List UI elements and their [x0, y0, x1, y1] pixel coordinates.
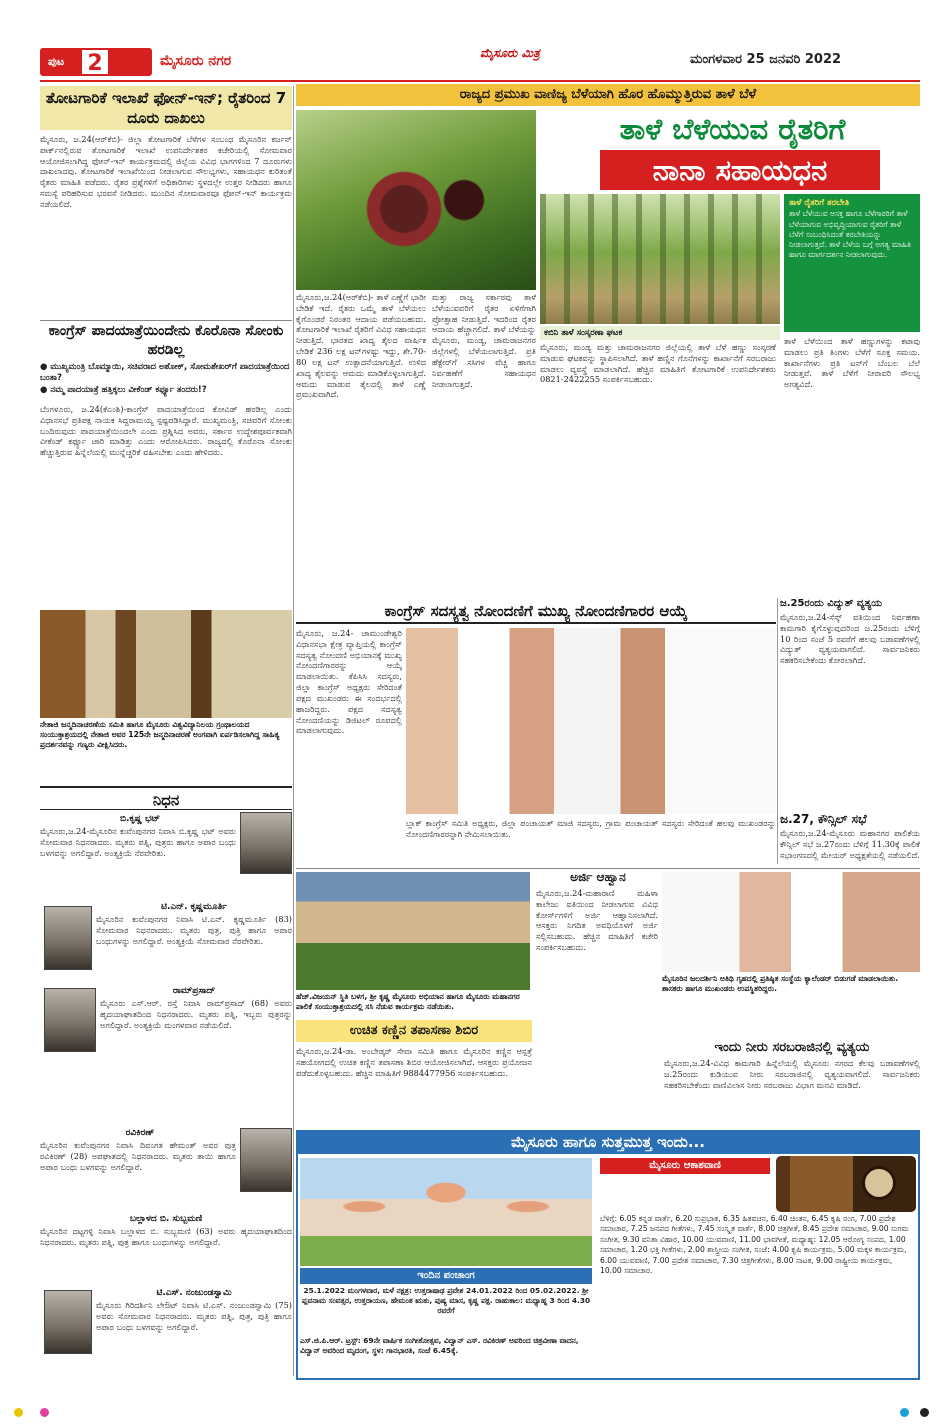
feature-body-col1: ಮೈಸೂರು,ಜ.24(ಆರ್‌ಕೆಬಿ)- ತಾಳೆ ಎಣ್ಣೆಗೆ ಭಾರೀ ಬೇಡಿಕೆ ಇದೆ. ರೈತರು ಒಮ್ಮೆ ತಾಳೆ ಬೆಳೆಯಲು ಕೈಗೊಂಡರೆ ನಿರಂತರ ಆದಾಯ ಪಡೆಯಬಹುದು. ತೋಟಗಾರಿಕೆ ಇಲಾಖೆ ರೈತರಿಗೆ ವಿವಿಧ ಸಹಾಯಧನ ನೀಡುತ್ತಿದೆ. ಭಾರತದ ಖಾದ್ಯ ತೈಲದ ವಾರ್ಷಿಕ ಬೇಡಿಕೆ 236 ಲಕ್ಷ ಟನ್‌ಗಳಷ್ಟು ಇದ್ದು, ಶೇ.70-80 ಲಕ್ಷ ಟನ್ ಉತ್ಪಾದನೆಯಾಗುತ್ತಿದೆ. ಉಳಿದ ಖಾದ್ಯ ತೈಲವನ್ನು ಆಮದು ಮಾಡಿಕೊಳ್ಳಲಾಗುತ್ತಿದೆ. ಆಮದು ಮಾಡುವ ತೈಲದಲ್ಲಿ ತಾಳೆ ಎಣ್ಣೆ ಪ್ರಮುಖವಾಗಿದೆ. — [296, 292, 426, 400]
dateline: ಮಂಗಳವಾರ 25 ಜನವರಿ 2022 — [690, 52, 842, 67]
power-cut-headline: ಜ.25ರಂದು ವಿದ್ಯುತ್ ವ್ಯತ್ಯಯ — [780, 598, 882, 609]
obituary-name: ಟಿ.ಎನ್. ಕೃಷ್ಣಮೂರ್ತಿ — [161, 902, 227, 912]
column-divider — [293, 86, 294, 1376]
feature-headline-line1: ತಾಳೆ ಬೆಳೆಯುವ ರೈತರಿಗೆ — [619, 112, 846, 146]
training-sidebar — [784, 194, 920, 332]
page-label: ಪುಟ — [48, 55, 65, 68]
eye-camp-headline: ಉಚಿತ ಕಣ್ಣಿನ ತಪಾಸಣಾ ಶಿಬಿರ — [296, 1020, 532, 1042]
story-divider — [40, 320, 292, 321]
obituary-name: ಟಿ.ಎಸ್. ನಂಜುಂಡಸ್ವಾಮಿ — [156, 1288, 232, 1298]
section-name: ಮೈಸೂರು ನಗರ — [160, 53, 232, 69]
page-number-box — [40, 48, 152, 76]
obituary-name: ರವಿಕಿರಣ್ — [125, 1128, 155, 1138]
obituary-name: ಬಿ.ಕೃಷ್ಣ ಭಟ್ — [119, 814, 161, 824]
obituary-text: ಮೈಸೂರಿನ ಕುವೆಂಪುನಗರ ನಿವಾಸಿ ದಿವಂಗತ ಹೇಮಂತ್ ಅವರ ಪುತ್ರ ರವಿಕಿರಣ್ (28) ಅಪಘಾತದಲ್ಲಿ ನಿಧನರಾದರು. ಮೃತರು ತಾಯಿ ಹಾಗೂ ಅಪಾರ ಬಂಧು ಬಳಗವನ್ನು ಅಗಲಿದ್ದಾರೆ. — [40, 1140, 236, 1172]
training-sidebar-title: ತಾಳೆ ರೈತರಿಗೆ ತರಬೇತಿ — [789, 198, 850, 208]
obituary-name: ರಾಮ್‌ಪ್ರಸಾದ್ — [172, 986, 216, 996]
event-listing: ಎಸ್.ಜಿ.ಪಿ.ಆರ್. ಟ್ರಸ್ಟ್: 69ನೇ ವಾರ್ಷಿಕ ಸಂಗೀತೋತ್ಸವ, ವಿದ್ವಾನ್ ಎಸ್. ರವಿಕಿರಣ್ ಅವರಿಂದ ಚಿತ್ರವೀಣಾ ವಾದನ, ವಿದ್ವಾನ್ ಅವರಿಂದ ಮೃದಂಗ, ಸ್ಥಳ: ಗಾನಭಾರತಿ, ಸಂಜೆ 6.45ಕ್ಕೆ. — [300, 1336, 579, 1355]
header-rule — [40, 80, 920, 82]
application-headline: ಅರ್ಜಿ ಆಹ್ವಾನ — [570, 870, 626, 884]
calendar-release-photo — [662, 872, 920, 972]
feature-body-col2: ಮತ್ತು ರಾಜ್ಯ ಸರ್ಕಾರವು ತಾಳೆ ಬೆಳೆಯುವವರಿಗೆ ರೈತರ ಏಳಿಗೆಗಾಗಿ ಪ್ರೋತ್ಸಾಹ ನೀಡುತ್ತಿದೆ. ಇದರಿಂದ ರೈತರ ಆದಾಯ ಹೆಚ್ಚಾಗಲಿದೆ. ತಾಳೆ ಬೆಳೆಯನ್ನು ಮೈಸೂರು, ಮಂಡ್ಯ, ಚಾಮರಾಜನಗರ ಜಿಲ್ಲೆಗಳಲ್ಲಿ ಬೆಳೆಯಲಾಗುತ್ತಿದೆ. ಪ್ರತಿ ಹೆಕ್ಟೇರ್‌ಗೆ ಸಸಿಗಳ ವೆಚ್ಚ ಹಾಗೂ ನಿರ್ವಹಣೆಗೆ ಸಹಾಯಧನ ನೀಡಲಾಗುತ್ತದೆ. — [432, 292, 536, 389]
obituary-photo — [240, 812, 292, 874]
tree-planting-caption: ಹೆಚ್.ವಿಜಯನ್ ಸ್ಥಿತಿ ಬಳಗ, ಶ್ರೀ ಕೃಷ್ಣ ಮೈಸೂರು ಅಭಿಯಾನ ಹಾಗೂ ಮೈಸೂರು ಮಹಾನಗರ ಪಾಲಿಕೆ ಸಂಯುಕ್ತಾಶ್ರಯದಲ್ಲಿ ಸಸಿ ನೆಡುವ ಕಾರ್ಯಕ್ರಮ ನಡೆಯಿತು. — [296, 992, 520, 1011]
padayatra-highlights — [40, 362, 292, 396]
registration-mark — [14, 1408, 23, 1417]
library-exhibition-photo — [40, 610, 292, 718]
masthead: ಮೈಸೂರು ಮಿತ್ರ — [480, 46, 540, 60]
registration-mark — [40, 1408, 49, 1417]
phone-in-body: ಮೈಸೂರು, ಜ.24(ಆರ್‌ಕೆಬಿ)- ಜಿಲ್ಲಾ ತೋಟಗಾರಿಕೆ ಬೆಳೆಗಳ ಸಂಬಂಧ ಮೈಸೂರಿನ ಕರ್ಜನ್ ಪಾರ್ಕ್‌ನಲ್ಲಿರುವ ತೋಟಗಾರಿಕೆ ಇಲಾಖೆ ಉಪನಿರ್ದೇಶಕರ ಕಚೇರಿಯಲ್ಲಿ ಸೋಮವಾರ ಆಯೋಜಿಸಲಾಗಿದ್ದ ಫೋನ್-ಇನ್ ಕಾರ್ಯಕ್ರಮದಲ್ಲಿ ಜಿಲ್ಲೆಯ ವಿವಿಧ ಭಾಗಗಳಿಂದ 7 ದೂರುಗಳು ದಾಖಲಾದವು. ತೋಟಗಾರಿಕೆ ಇಲಾಖೆಯಿಂದ ನೀಡಲಾಗುವ ಸೌಲಭ್ಯಗಳು, ಸಹಾಯಧನ ಕುರಿತಂತೆ ರೈತರು ಮಾಹಿತಿ ಪಡೆದರು. ರೈತರ ಪ್ರಶ್ನೆಗಳಿಗೆ ಅಧಿಕಾರಿಗಳು ಸ್ಥಳದಲ್ಲೇ ಉತ್ತರ ನೀಡಿದರು ಹಾಗೂ ಸಮಸ್ಯೆ ಪರಿಹರಿಸುವ ಭರವಸೆ ನೀಡಿದರು. ಮುಂದಿನ ಸೋಮವಾರವೂ ಫೋನ್-ಇನ್ ಕಾರ್ಯಕ್ರಮ ನಡೆಯಲಿದೆ. — [40, 134, 292, 209]
padayatra-headline: ಕಾಂಗ್ರೆಸ್ ಪಾದಯಾತ್ರೆಯಿಂದೇನು ಕೊರೊನಾ ಸೋಂಕು ಹರಡಿಲ್ಲ — [48, 323, 284, 358]
obituary-photo — [44, 906, 92, 970]
radio-schedule-text: ಬೆಳಿಗ್ಗೆ: 6.05 ಕನ್ನಡ ವಾರ್ತೆ, 6.20 ಸುಪ್ರಭಾತ, 6.35 ಹಿತವಚನ, 6.40 ಚಿಂತನ, 6.45 ಕೃಷಿ ರಂಗ, 7.00 ಪ್ರದೇಶ ಸಮಾಚಾರ, 7.25 ಜನಪದ ಗೀತೆಗಳು, 7.45 ಸಂಸ್ಕೃತ ವಾರ್ತೆ, 8.00 ಚಿತ್ರಗೀತೆ, 8.45 ಪ್ರದೇಶ ಸಮಾಚಾರ, 9.00 ಸುಗಮ ಸಂಗೀತ, 9.30 ವನಿತಾ ವಿಹಾರ, 10.00 ಯುವವಾಣಿ, 11.00 ಭಾವಗೀತೆ, ಮಧ್ಯಾಹ್ನ: 12.05 ಆರೋಗ್ಯ ಸಂಪದ, 1.00 ಸಮಾಚಾರ, 1.20 ಭಕ್ತಿ ಗೀತೆಗಳು, 2.00 ಶಾಸ್ತ್ರೀಯ ಸಂಗೀತ, ಸಂಜೆ: 4.00 ಕೃಷಿ ಕಾರ್ಯಕ್ರಮ, 5.00 ಮಕ್ಕಳ ಕಾರ್ಯಕ್ರಮ, 6.00 ಯುವವಾಣಿ, 7.00 ಪ್ರದೇಶ ಸಮಾಚಾರ, 7.30 ಚಿತ್ರಗೀತೆಗಳು, 8.00 ನಾಟಕ, 9.00 ರಾಷ್ಟ್ರೀಯ ಕಾರ್ಯಕ್ರಮ, 10.00 ಸಮಾಚಾರ. — [600, 1214, 909, 1276]
eye-camp-body: ಮೈಸೂರು,ಜ.24-ಡಾ. ಅಂಬೇಡ್ಕರ್ ಸೇವಾ ಸಮಿತಿ ಹಾಗೂ ಮೈಸೂರಿನ ಕಣ್ಣಿನ ಆಸ್ಪತ್ರೆ ಸಹಯೋಗದಲ್ಲಿ ಉಚಿತ ಕಣ್ಣಿನ ತಪಾಸಣಾ ಶಿಬಿರ ಆಯೋಜಿಸಲಾಗಿದೆ. ಆಸಕ್ತರು ಪ್ರಯೋಜನ ಪಡೆದುಕೊಳ್ಳಬಹುದು. ಹೆಚ್ಚಿನ ಮಾಹಿತಿಗೆ 9884477956 ಸಂಪರ್ಕಿಸಬಹುದು. — [296, 1046, 532, 1078]
library-photo-caption: ನೇತಾಜಿ ಜನ್ಮದಿನಾಚರಣೆಯ ಸಮಿತಿ ಹಾಗೂ ಮೈಸೂರು ವಿಶ್ವವಿದ್ಯಾನಿಲಯ ಗ್ರಂಥಾಲಯದ ಸಂಯುಕ್ತಾಶ್ರಯದಲ್ಲಿ ನೇತಾಜಿ ಅವರ 125ನೇ ಜನ್ಮದಿನಾಚರಣೆ ಅಂಗವಾಗಿ ಏರ್ಪಡಿಸಲಾಗಿದ್ದ ಸಾಹಿತ್ಯ ಪ್ರದರ್ಶನವನ್ನು ಗಣ್ಯರು ವೀಕ್ಷಿಸಿದರು. — [40, 720, 292, 780]
radio-schedule-header: ಮೈಸೂರು ಆಕಾಶವಾಣಿ — [600, 1158, 770, 1174]
obituary-name: ಬಲ್ಲಾಳದ ಬಿ. ಸುಬ್ಬಮಣಿ — [129, 1214, 203, 1224]
tree-planting-photo — [296, 872, 530, 990]
congress-body-col1: ಮೈಸೂರು, ಜ.24- ಚಾಮುಂಡೇಶ್ವರಿ ವಿಧಾನಸಭಾ ಕ್ಷೇತ್ರ ವ್ಯಾಪ್ತಿಯಲ್ಲಿ ಕಾಂಗ್ರೆಸ್ ಸದಸ್ಯತ್ವ ನೋಂದಣಿ ಅಭಿಯಾನಕ್ಕೆ ಮುಖ್ಯ ನೋಂದಣಿಗಾರರನ್ನು ಆಯ್ಕೆ ಮಾಡಲಾಯಿತು. ಕೆಪಿಸಿಸಿ ಸದಸ್ಯರು, ಜಿಲ್ಲಾ ಕಾಂಗ್ರೆಸ್ ಅಧ್ಯಕ್ಷರು ಸೇರಿದಂತೆ ಪಕ್ಷದ ಮುಖಂಡರು ಈ ಸಂದರ್ಭದಲ್ಲಿ ಹಾಜರಿದ್ದರು. ಪಕ್ಷದ ಸದಸ್ಯತ್ವ ನೋಂದಣಿಯನ್ನು ಡಿಜಿಟಲ್ ರೂಪದಲ್ಲಿ ಮಾಡಲಾಗುವುದು. — [296, 628, 402, 736]
application-body: ಮೈಸೂರು,ಜ.24-ಮಹಾರಾಣಿ ಮಹಿಳಾ ಕಾಲೇಜು ವತಿಯಿಂದ ನೀಡಲಾಗುವ ವಿವಿಧ ಕೋರ್ಸ್‌ಗಳಿಗೆ ಅರ್ಜಿ ಆಹ್ವಾನಿಸಲಾಗಿದೆ. ಆಸಕ್ತರು ನಿಗದಿತ ಅವಧಿಯೊಳಗೆ ಅರ್ಜಿ ಸಲ್ಲಿಸಬಹುದು. ಹೆಚ್ಚಿನ ಮಾಹಿತಿಗೆ ಕಚೇರಿ ಸಂಪರ್ಕಿಸಬಹುದು. — [536, 888, 658, 953]
palm-plantation-photo — [540, 194, 780, 324]
panchanga-header: ಇಂದಿನ ಪಂಚಾಂಗ — [300, 1268, 592, 1284]
palm-fruit-photo — [296, 110, 536, 290]
council-meeting-headline: ಜ.27, ಕೌನ್ಸಿಲ್ ಸಭೆ — [780, 812, 867, 826]
padayatra-highlight-1: ● ಮುಖ್ಯಮಂತ್ರಿ ಬೊಮ್ಮಾಯಿ, ಸಚಿವರಾದ ಅಶೋಕ್, ಸೋಮಶೇಖರ್‌ಗೆ ಪಾದಯಾತ್ರೆಯಿಂದ ಬಂತಾ? — [40, 362, 290, 384]
phone-in-headline: ತೋಟಗಾರಿಕೆ ಇಲಾಖೆ ಫೋನ್-ಇನ್; ರೈತರಿಂದ 7 ದೂರು ದಾಖಲು — [40, 86, 292, 130]
city-today-title: ಮೈಸೂರು ಹಾಗೂ ಸುತ್ತಮುತ್ತ ಇಂದು... — [511, 1133, 705, 1151]
congress-body-col2: ಬ್ಲಾಕ್ ಕಾಂಗ್ರೆಸ್ ಸಮಿತಿ ಅಧ್ಯಕ್ಷರು, ಜಿಲ್ಲಾ ಪಂಚಾಯತ್ ಮಾಜಿ ಸದಸ್ಯರು, ಗ್ರಾಮ ಪಂಚಾಯತ್ ಸದಸ್ಯರು ಸೇರಿದಂತೆ ಹಲವು ಮುಖಂಡರನ್ನು ನೋಂದಣಿಗಾರರನ್ನಾಗಿ ನೇಮಿಸಲಾಯಿತು. — [406, 818, 776, 839]
feature-banner — [296, 84, 920, 106]
obituary-photo — [240, 1128, 292, 1192]
mysore-palace-photo — [300, 1158, 592, 1266]
obituary-text: ಮೈಸೂರಿನ ಕುವೆಂಪುನಗರ ನಿವಾಸಿ ಟಿ.ಎನ್. ಕೃಷ್ಣಮೂರ್ತಿ (83) ಸೋಮವಾರ ನಿಧನರಾದರು. ಮೃತರು ಪುತ್ರ, ಪುತ್ರಿ ಹಾಗೂ ಅಪಾರ ಬಂಧುಗಳನ್ನು ಅಗಲಿದ್ದಾರೆ. ಅಂತ್ಯಕ್ರಿಯೆ ಸೋಮವಾರ ನೆರವೇರಿತು. — [96, 914, 292, 946]
padayatra-highlight-2: ● ನಮ್ಮ ಪಾದಯಾತ್ರೆ ಹತ್ತಿಕ್ಕಲು ವೀಕೆಂಡ್ ಕರ್ಫ್ಯೂ ತಂದರು!? — [40, 384, 207, 395]
page-header — [40, 44, 920, 80]
council-meeting-body: ಮೈಸೂರು,ಜ.24-ಮೈಸೂರು ಮಹಾನಗರ ಪಾಲಿಕೆಯ ಕೌನ್ಸಿಲ್ ಸಭೆ ಜ.27ರಂದು ಬೆಳಿಗ್ಗೆ 11.30ಕ್ಕೆ ಪಾಲಿಕೆ ಸಭಾಂಗಣದಲ್ಲಿ ಮೇಯರ್ ಅಧ್ಯಕ್ಷತೆಯಲ್ಲಿ ನಡೆಯಲಿದೆ. — [780, 828, 920, 860]
plantation-photo-caption: ಕಬಿನಿ ತಾಳೆ ಸಂಸ್ಕರಣಾ ಘಟಕ — [540, 326, 780, 340]
panchanga-text: 25.1.2022 ಮಂಗಳವಾರ, ಮಳೆ ನಕ್ಷತ್ರ: ಉತ್ತರಾಷಾಢ ಪ್ರವೇಶ 24.01.2022 ರಿಂದ 05.02.2022. ಶ್ರೀ ಪ್ಲವನಾಮ ಸಂವತ್ಸರ, ಉತ್ತರಾಯಣ, ಹೇಮಂತ ಋತು, ಪುಷ್ಯ ಮಾಸ, ಕೃಷ್ಣ ಪಕ್ಷ. ರಾಹುಕಾಲ: ಮಧ್ಯಾಹ್ನ 3 ರಿಂದ 4.30 ರವರೆಗೆ — [301, 1286, 591, 1315]
feature-body-col3: ಮೈಸೂರು, ಮಂಡ್ಯ ಮತ್ತು ಚಾಮರಾಜನಗರ ಜಿಲ್ಲೆಯಲ್ಲಿ ತಾಳೆ ಬೆಳೆ ಹಣ್ಣು ಸಂಸ್ಕರಣೆ ಮಾಡುವ ಘಟಕವನ್ನು ಸ್ಥಾಪಿಸಲಾಗಿದೆ. ತಾಳೆ ಹಣ್ಣಿನ ಗೊನೆಗಳನ್ನು ಕಾರ್ಖಾನೆಗೆ ಸರಬರಾಜು ಮಾಡಲು ವ್ಯವಸ್ಥೆ ಮಾಡಲಾಗಿದೆ. ಹೆಚ್ಚಿನ ಮಾಹಿತಿಗೆ ತೋಟಗಾರಿಕೆ ಉಪನಿರ್ದೇಶಕರು 0821-2422255 ಸಂಪರ್ಕಿಸಬಹುದು. — [540, 342, 776, 385]
training-sidebar-text: ತಾಳೆ ಬೆಳೆಯುವ ಆಸಕ್ತ ಹಾಗೂ ಬೆಳೆಗಾರರಿಗೆ ತಾಳೆ ಬೆಳೆಯಾಗುವ ಅಭಿವೃದ್ಧಿಯಾಗುವ ರೈತರಿಗೆ ತಾಳೆ ಬೆಳೆಗೆ ಸಂಬಂಧಿಸಿದಂತೆ ತರಬೇತಿಯನ್ನು ನೀಡಲಾಗುತ್ತದೆ. ತಾಳೆ ಬೆಳೆಯ ಬಗ್ಗೆ ಅಗತ್ಯ ಮಾಹಿತಿ ಹಾಗೂ ಮಾರ್ಗದರ್ಶನ ನೀಡಲಾಗುವುದು. — [789, 209, 911, 260]
feature-headline-line2: ನಾನಾ ಸಹಾಯಧನ — [652, 153, 828, 187]
registration-mark — [900, 1408, 909, 1417]
obituary-text: ಮೈಸೂರು,ಜ.24-ಮೈಸೂರಿನ ಕುವೆಂಪುನಗರ ನಿವಾಸಿ ಬಿ.ಕೃಷ್ಣ ಭಟ್ ಅವರು ಸೋಮವಾರ ನಿಧನರಾದರು. ಮೃತರು ಪತ್ನಿ, ಪುತ್ರರು ಹಾಗೂ ಅಪಾರ ಬಂಧು ಬಳಗವನ್ನು ಅಗಲಿದ್ದಾರೆ. ಅಂತ್ಯಕ್ರಿಯೆ ನೆರವೇರಿತು. — [40, 826, 236, 858]
column-divider — [777, 598, 778, 864]
obituary-text: ಮೈಸೂರು ಗಿರಿದರ್ಶಿನಿ ಲೇಔಟ್ ನಿವಾಸಿ ಟಿ.ಎಸ್. ನಂಜುಂಡಸ್ವಾಮಿ (75) ಅವರು ಸೋಮವಾರ ನಿಧನರಾದರು. ಮೃತರು ಪತ್ನಿ, ಪುತ್ರ, ಪುತ್ರಿ ಹಾಗೂ ಅಪಾರ ಬಂಧು ಬಳಗವನ್ನು ಅಗಲಿದ್ದಾರೆ. — [96, 1300, 292, 1332]
padayatra-body: ಬೆಂಗಳೂರು, ಜ.24(ಕೆಎಂಶಿ)-ಕಾಂಗ್ರೆಸ್ ಪಾದಯಾತ್ರೆಯಿಂದ ಕೋವಿಡ್ ಹರಡಿಲ್ಲ ಎಂದು ವಿಧಾನಸಭೆ ಪ್ರತಿಪಕ್ಷ ನಾಯಕ ಸಿದ್ದರಾಮಯ್ಯ ಸ್ಪಷ್ಟಪಡಿಸಿದ್ದಾರೆ. ಮುಖ್ಯಮಂತ್ರಿ, ಸಚಿವರಿಗೆ ಸೋಂಕು ಬಂದಿರುವುದು ಪಾದಯಾತ್ರೆಯಿಂದಲೇ ಎಂದು ಪ್ರಶ್ನಿಸಿದ ಅವರು, ಸರ್ಕಾರ ಉದ್ದೇಶಪೂರ್ವಕವಾಗಿ ವೀಕೆಂಡ್ ಕರ್ಫ್ಯೂ ಜಾರಿ ಮಾಡಿತ್ತು ಎಂದು ಆರೋಪಿಸಿದರು. ರಾಜ್ಯದಲ್ಲಿ ಕೊರೊನಾ ಸೋಂಕು ಹೆಚ್ಚುತ್ತಿರುವ ಹಿನ್ನೆಲೆಯಲ್ಲಿ ಮುನ್ನೆಚ್ಚರಿಕೆ ವಹಿಸಬೇಕು ಎಂದು ಹೇಳಿದರು. — [40, 404, 292, 458]
congress-members-photo — [406, 628, 776, 814]
registration-mark — [920, 1408, 929, 1417]
obituary-header: ನಿಧನ — [40, 786, 292, 810]
obituary-photo — [44, 988, 96, 1052]
feature-banner-text: ರಾಜ್ಯದ ಪ್ರಮುಖ ವಾಣಿಜ್ಯ ಬೆಳೆಯಾಗಿ ಹೊರ ಹೊಮ್ಮುತ್ತಿರುವ ತಾಳೆ ಬೆಳೆ — [459, 87, 757, 102]
page-number: 2 — [80, 48, 110, 76]
power-cut-body: ಮೈಸೂರು,ಜ.24-ಸೆಸ್ಕ್ ವತಿಯಿಂದ ನಿರ್ವಹಣಾ ಕಾಮಗಾರಿ ಕೈಗೊಳ್ಳುವುದರಿಂದ ಜ.25ರಂದು ಬೆಳಿಗ್ಗೆ 10 ರಿಂದ ಸಂಜೆ 5 ರವರೆಗೆ ಹಲವು ಬಡಾವಣೆಗಳಲ್ಲಿ ವಿದ್ಯುತ್ ವ್ಯತ್ಯಯವಾಗಲಿದೆ. ಸಾರ್ವಜನಿಕರು ಸಹಕರಿಸಬೇಕೆಂದು ಕೋರಲಾಗಿದೆ. — [780, 612, 920, 666]
water-supply-headline: ಇಂದು ನೀರು ಸರಬರಾಜಿನಲ್ಲಿ ವ್ಯತ್ಯಯ — [714, 1040, 870, 1055]
calendar-release-caption: ಮೈಸೂರಿನ ಜಲದರ್ಶಿನಿ ಅತಿಥಿ ಗೃಹದಲ್ಲಿ ಪ್ರತಿಷ್ಠಿತ ಸಂಸ್ಥೆಯ ಕ್ಯಾಲೆಂಡರ್ ಬಿಡುಗಡೆ ಮಾಡಲಾಯಿತು. ಶಾಸಕರು ಹಾಗೂ ಮುಖಂಡರು ಉಪಸ್ಥಿತರಿದ್ದರು. — [662, 974, 899, 993]
obituary-photo — [44, 1290, 92, 1354]
water-supply-body: ಮೈಸೂರು,ಜ.24-ವಿವಿಧ ಕಾಮಗಾರಿ ಹಿನ್ನೆಲೆಯಲ್ಲಿ ಮೈಸೂರು ನಗರದ ಕೆಲವು ಬಡಾವಣೆಗಳಲ್ಲಿ ಜ.25ರಂದು ಕುಡಿಯುವ ನೀರು ಸರಬರಾಜಿನಲ್ಲಿ ವ್ಯತ್ಯಯವಾಗಲಿದೆ. ಸಾರ್ವಜನಿಕರು ಸಹಕರಿಸಬೇಕೆಂದು ವಾಣಿವಿಲಾಸ ನೀರು ಸರಬರಾಜು ವಿಭಾಗ ಮನವಿ ಮಾಡಿದೆ. — [664, 1058, 920, 1090]
congress-headline: ಕಾಂಗ್ರೆಸ್ ಸದಸ್ಯತ್ವ ನೋಂದಣಿಗೆ ಮುಖ್ಯ ನೋಂದಣಿಗಾರರ ಆಯ್ಕೆ — [296, 598, 776, 624]
obituary-text: ಮೈಸೂರಿನ ದಟ್ಟಗಳ್ಳಿ ನಿವಾಸಿ ಬಲ್ಲಾಳದ ಬಿ. ಸುಬ್ಬಮಣಿ (63) ಅವರು ಹೃದಯಾಘಾತದಿಂದ ನಿಧನರಾದರು. ಮೃತರು ಪತ್ನಿ, ಪುತ್ರ ಹಾಗೂ ಬಂಧುಗಳನ್ನು ಅಗಲಿದ್ದಾರೆ. — [40, 1226, 292, 1247]
radio-dial-icon — [862, 1166, 896, 1200]
feature-body-col4: ತಾಳೆ ಬೆಳೆಯಿಂದ ತಾಳೆ ಹಣ್ಣುಗಳನ್ನು ಕಟಾವು ಮಾಡಲು ಪ್ರತಿ ತಿಂಗಳು ಬೆಳೆಗೆ ಸೂಕ್ತ ಸಮಯ. ಕಾರ್ಖಾನೆಗಳು ಪ್ರತಿ ಟನ್‌ಗೆ ಬೆಂಬಲ ಬೆಲೆ ನೀಡುತ್ತವೆ. ತಾಳೆ ಬೆಳೆಗೆ ನೀರಾವರಿ ಸೌಲಭ್ಯ ಅಗತ್ಯವಿದೆ. — [784, 336, 920, 390]
obituary-text: ಮೈಸೂರು ಎಸ್.ಆರ್. ರಸ್ತೆ ನಿವಾಸಿ ರಾಮ್‌ಪ್ರಸಾದ್ (68) ಅವರು ಹೃದಯಾಘಾತದಿಂದ ನಿಧನರಾದರು. ಮೃತರು ಪತ್ನಿ, ಇಬ್ಬರು ಪುತ್ರರನ್ನು ಅಗಲಿದ್ದಾರೆ. ಅಂತ್ಯಕ್ರಿಯೆ ಮಂಗಳವಾರ ನಡೆಯಲಿದೆ. — [100, 998, 292, 1030]
section-divider — [296, 868, 920, 869]
